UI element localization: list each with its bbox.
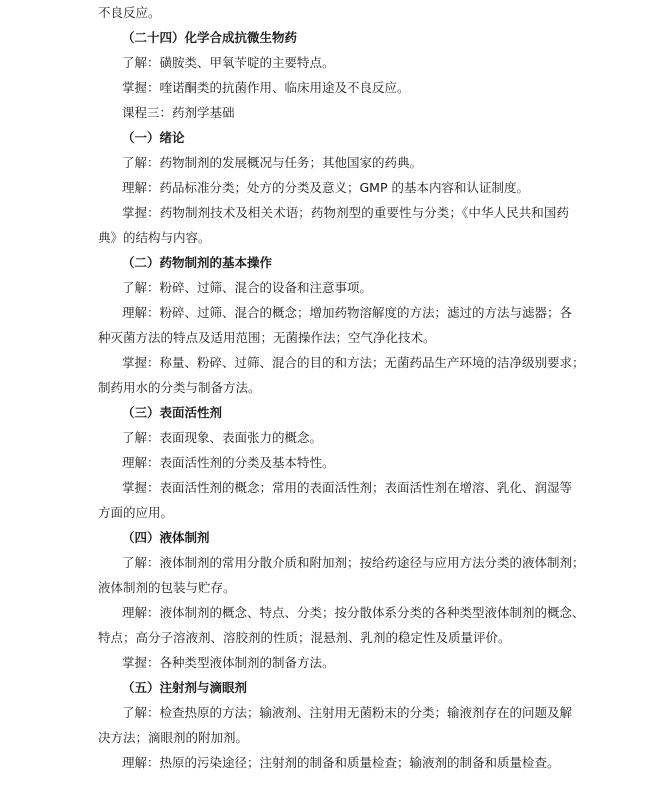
text-line	[98, 355, 585, 371]
text-line: 种灭菌方法的特点及适用范围；无菌操作法；空气净化技术。	[98, 330, 436, 345]
text-line: 决方法；滴眼剂的附加剂。	[98, 730, 249, 745]
text-line-content: 了解：检查热原的方法；输液剂、注射用无菌粉末的分类；输液剂存在的问题及解	[122, 705, 573, 720]
text-line-content: 理解：粉碎、过筛、混合的概念；增加药物溶解度的方法；滤过的方法与滤器；各	[122, 305, 573, 320]
text-line: 不良反应。	[98, 5, 161, 20]
section-heading: （二十四）化学合成抗微生物药	[122, 30, 298, 45]
section-heading: （一）绪论	[122, 130, 185, 145]
text-line: 掌握：各种类型液体制剂的制备方法。	[122, 655, 335, 670]
section-heading: （五）注射剂与滴眼剂	[122, 680, 248, 695]
text-line: 了解：药物制剂的发展概况与任务；其他国家的药典。	[122, 155, 423, 170]
course-heading: 课程三：药剂学基础	[122, 105, 235, 120]
text-line: 理解：热原的污染途径；注射剂的制备和质量检查；输液剂的制备和质量检查。	[122, 755, 560, 770]
section-heading: （三）表面活性剂	[122, 405, 223, 420]
text-line-content: 掌握：药物制剂技术及相关术语；药物剂型的重要性与分类；《中华人民共和国药	[122, 205, 569, 220]
text-line	[98, 705, 573, 721]
text-line	[98, 205, 569, 221]
text-line	[98, 605, 585, 621]
text-line-content: 理解：液体制剂的概念、特点、分类；按分散体系分类的各种类型液体制剂的概念、	[122, 605, 585, 620]
text-line-content: 了解：液体制剂的常用分散介质和附加剂；按给药途径与应用方法分类的液体制剂；	[122, 555, 585, 570]
text-line: 了解：粉碎、过筛、混合的设备和注意事项。	[122, 280, 373, 295]
text-line	[98, 305, 573, 321]
text-line-content: 掌握：表面活性剂的概念；常用的表面活性剂；表面活性剂在增溶、乳化、润湿等	[122, 480, 573, 495]
text-line: 液体制剂的包装与贮存。	[98, 580, 236, 595]
text-line-content: 掌握：称量、粉碎、过筛、混合的目的和方法；无菌药品生产环境的洁净级别要求；	[122, 355, 585, 370]
text-line: 了解：磺胺类、甲氧苄啶的主要特点。	[122, 55, 335, 70]
text-line	[98, 555, 585, 571]
section-heading: （四）液体制剂	[122, 530, 210, 545]
text-line: 掌握：喹诺酮类的抗菌作用、临床用途及不良反应。	[122, 80, 410, 95]
section-heading: （二）药物制剂的基本操作	[122, 255, 273, 270]
text-line: 方面的应用。	[98, 505, 174, 520]
text-line: 典》的结构与内容。	[98, 230, 211, 245]
text-line	[98, 480, 573, 496]
text-line: 理解：药品标准分类；处方的分类及意义；GMP 的基本内容和认证制度。	[122, 180, 529, 195]
text-line: 了解：表面现象、表面张力的概念。	[122, 430, 323, 445]
text-line: 特点；高分子溶液剂、溶胶剂的性质；混悬剂、乳剂的稳定性及质量评价。	[98, 630, 511, 645]
text-line: 制药用水的分类与制备方法。	[98, 380, 261, 395]
text-line: 理解：表面活性剂的分类及基本特性。	[122, 455, 335, 470]
